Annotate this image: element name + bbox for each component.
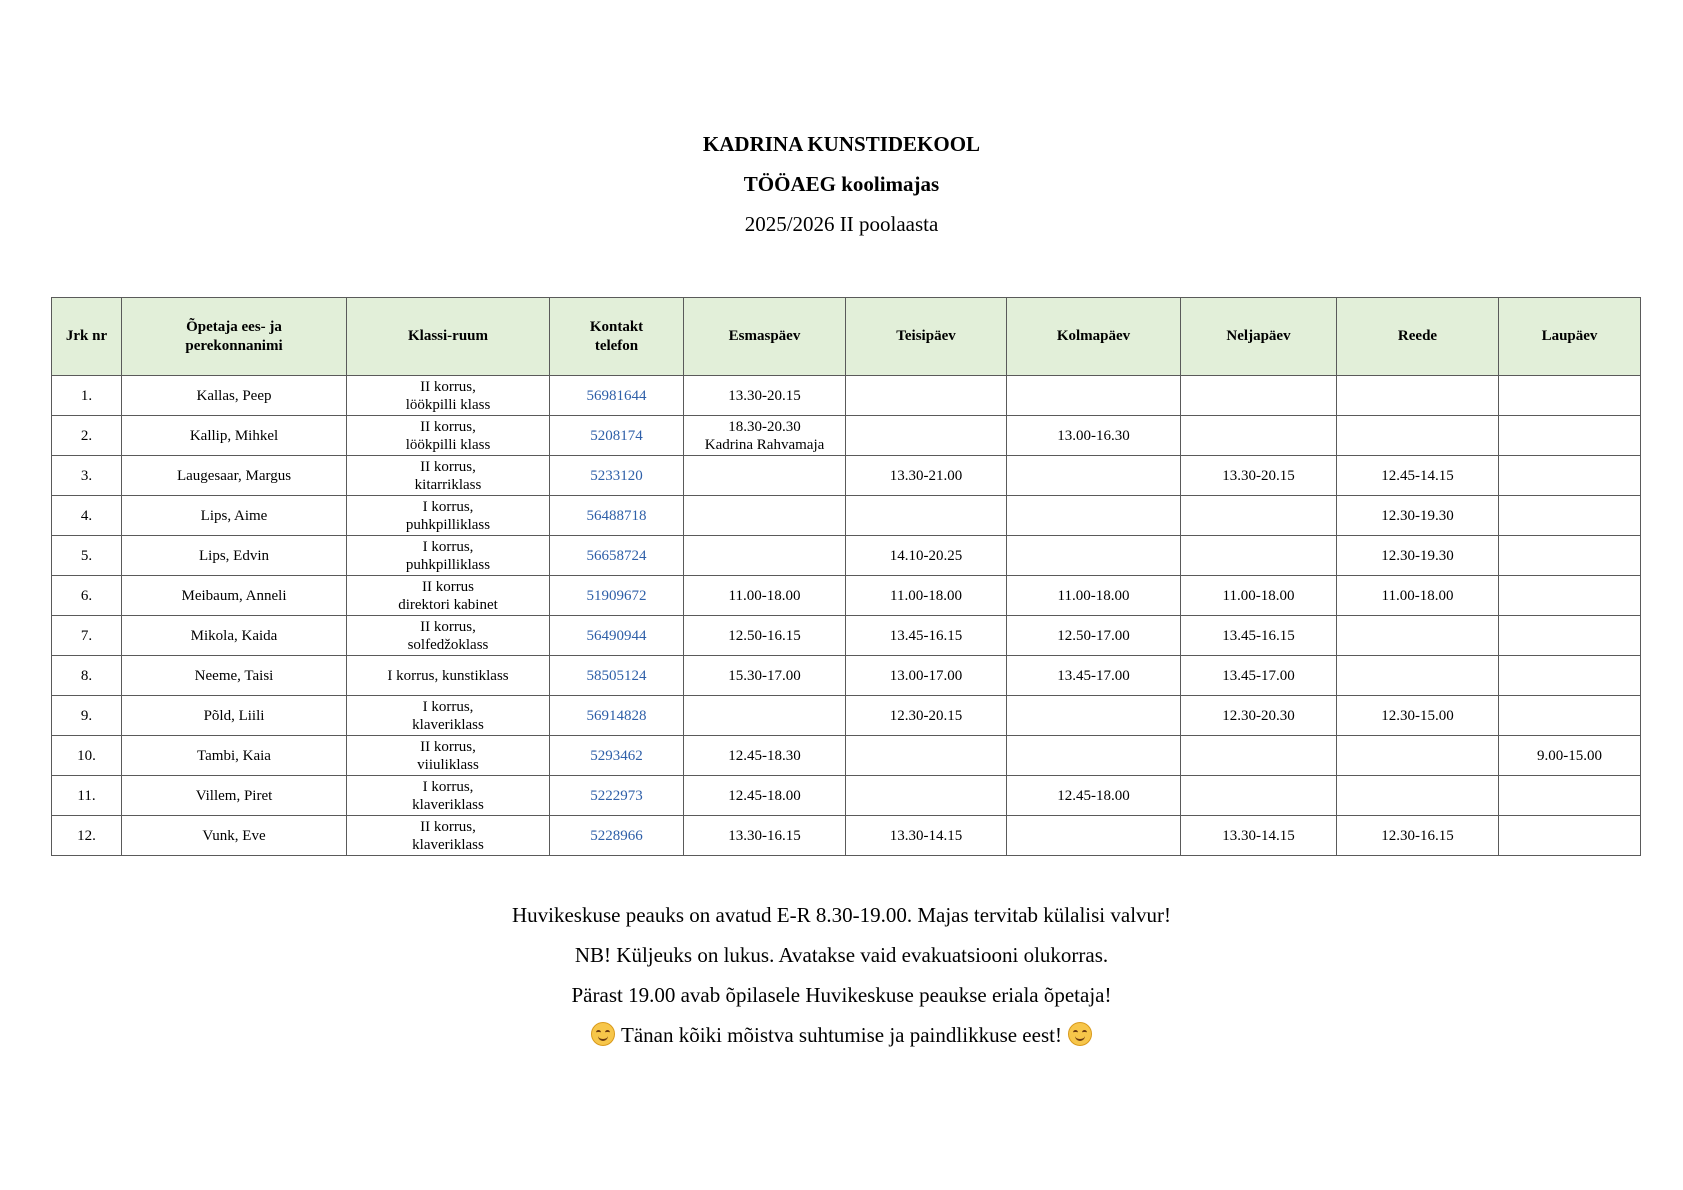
thursday-hours: 13.45-17.00 bbox=[1181, 656, 1337, 696]
thursday-hours: 13.30-20.15 bbox=[1181, 456, 1337, 496]
classroom bbox=[347, 496, 550, 536]
thursday-hours bbox=[1181, 416, 1337, 456]
wednesday-hours: 13.45-17.00 bbox=[1007, 656, 1181, 696]
teacher-name: Meibaum, Anneli bbox=[122, 576, 347, 616]
column-header: Esmaspäev bbox=[684, 298, 846, 376]
monday-hours bbox=[684, 696, 846, 736]
saturday-hours bbox=[1499, 456, 1641, 496]
thursday-hours bbox=[1181, 376, 1337, 416]
schedule-subtitle: TÖÖAEG koolimajas bbox=[743, 172, 940, 196]
saturday-hours bbox=[1499, 656, 1641, 696]
saturday-hours: 9.00-15.00 bbox=[1499, 736, 1641, 776]
saturday-hours bbox=[1499, 576, 1641, 616]
row-number: 1. bbox=[52, 376, 122, 416]
monday-hours bbox=[684, 416, 846, 456]
row-number: 3. bbox=[52, 456, 122, 496]
column-header bbox=[122, 298, 347, 376]
document-header bbox=[0, 124, 1683, 244]
tuesday-hours: 14.10-20.25 bbox=[846, 536, 1007, 576]
friday-hours: 12.30-19.30 bbox=[1337, 496, 1499, 536]
wednesday-hours bbox=[1007, 816, 1181, 856]
classroom bbox=[347, 736, 550, 776]
row-number: 6. bbox=[52, 576, 122, 616]
monday-hours bbox=[684, 616, 846, 656]
teacher-name: Neeme, Taisi bbox=[122, 656, 347, 696]
friday-hours bbox=[1337, 656, 1499, 696]
smiling-face-icon bbox=[591, 1022, 615, 1046]
monday-time: 12.50-16.15 bbox=[728, 627, 801, 644]
school-title: KADRINA KUNSTIDEKOOL bbox=[702, 132, 981, 156]
thursday-hours bbox=[1181, 736, 1337, 776]
column-header: Laupäev bbox=[1499, 298, 1641, 376]
friday-hours bbox=[1337, 376, 1499, 416]
table-row bbox=[52, 656, 1641, 696]
saturday-hours bbox=[1499, 696, 1641, 736]
table-row bbox=[52, 456, 1641, 496]
contact-phone: 5222973 bbox=[550, 776, 684, 816]
contact-phone: 56981644 bbox=[550, 376, 684, 416]
contact-phone: 51909672 bbox=[550, 576, 684, 616]
monday-time: 12.45-18.00 bbox=[728, 787, 801, 804]
wednesday-hours: 13.00-16.30 bbox=[1007, 416, 1181, 456]
smiling-face-icon bbox=[1068, 1022, 1092, 1046]
teacher-name: Lips, Edvin bbox=[122, 536, 347, 576]
note-main-door: Huvikeskuse peauks on avatud E-R 8.30-19.00. Majas tervitab külalisi valvur! bbox=[511, 903, 1172, 927]
table-row bbox=[52, 736, 1641, 776]
contact-phone: 5208174 bbox=[550, 416, 684, 456]
monday-hours bbox=[684, 776, 846, 816]
monday-hours bbox=[684, 736, 846, 776]
note-after-hours: Pärast 19.00 avab õpilasele Huvikeskuse peaukse eriala õpetaja! bbox=[571, 983, 1112, 1007]
classroom bbox=[347, 816, 550, 856]
monday-time: 18.30-20.30 bbox=[728, 418, 801, 435]
classroom bbox=[347, 536, 550, 576]
monday-hours bbox=[684, 576, 846, 616]
note-thanks: Tänan kõiki mõistva suhtumise ja paindlikkuse eest! bbox=[621, 1023, 1062, 1047]
classroom bbox=[347, 656, 550, 696]
table-row bbox=[52, 496, 1641, 536]
saturday-hours bbox=[1499, 776, 1641, 816]
column-header: Kolmapäev bbox=[1007, 298, 1181, 376]
monday-hours bbox=[684, 496, 846, 536]
saturday-hours bbox=[1499, 816, 1641, 856]
classroom-name: klaveriklass bbox=[412, 796, 484, 813]
monday-time: 12.45-18.30 bbox=[728, 747, 801, 764]
teacher-name: Kallip, Mihkel bbox=[122, 416, 347, 456]
monday-hours bbox=[684, 816, 846, 856]
monday-hours bbox=[684, 536, 846, 576]
classroom-name: direktori kabinet bbox=[398, 596, 498, 613]
table-row bbox=[52, 536, 1641, 576]
column-header bbox=[550, 298, 684, 376]
contact-phone: 56914828 bbox=[550, 696, 684, 736]
table-row bbox=[52, 416, 1641, 456]
classroom-floor: I korrus, kunstiklass bbox=[387, 667, 509, 684]
teacher-name: Tambi, Kaia bbox=[122, 736, 347, 776]
classroom-name: kitarriklass bbox=[414, 476, 482, 493]
classroom-name: solfedžoklass bbox=[407, 636, 489, 653]
classroom-name: klaveriklass bbox=[412, 716, 484, 733]
wednesday-hours bbox=[1007, 536, 1181, 576]
classroom-floor: II korrus, bbox=[420, 738, 476, 755]
classroom-floor: I korrus, bbox=[422, 538, 474, 555]
classroom-floor: II korrus, bbox=[420, 458, 476, 475]
classroom-floor: I korrus, bbox=[422, 778, 474, 795]
friday-hours bbox=[1337, 416, 1499, 456]
classroom bbox=[347, 576, 550, 616]
wednesday-hours: 12.45-18.00 bbox=[1007, 776, 1181, 816]
thursday-hours: 12.30-20.30 bbox=[1181, 696, 1337, 736]
work-schedule-table bbox=[51, 297, 1641, 856]
row-number: 4. bbox=[52, 496, 122, 536]
wednesday-hours: 11.00-18.00 bbox=[1007, 576, 1181, 616]
column-header-text: Kontakt telefon bbox=[589, 318, 644, 354]
wednesday-hours bbox=[1007, 456, 1181, 496]
monday-time: 15.30-17.00 bbox=[728, 667, 801, 684]
wednesday-hours bbox=[1007, 696, 1181, 736]
column-header: Klassi-ruum bbox=[347, 298, 550, 376]
teacher-name: Kallas, Peep bbox=[122, 376, 347, 416]
row-number: 7. bbox=[52, 616, 122, 656]
teacher-name: Vunk, Eve bbox=[122, 816, 347, 856]
tuesday-hours bbox=[846, 496, 1007, 536]
classroom bbox=[347, 376, 550, 416]
thursday-hours bbox=[1181, 496, 1337, 536]
friday-hours: 12.30-16.15 bbox=[1337, 816, 1499, 856]
column-header-text: Õpetaja ees- ja perekonnanimi bbox=[185, 318, 283, 354]
classroom bbox=[347, 456, 550, 496]
classroom bbox=[347, 696, 550, 736]
monday-hours bbox=[684, 656, 846, 696]
classroom-name: löökpilli klass bbox=[405, 396, 491, 413]
contact-phone: 5228966 bbox=[550, 816, 684, 856]
friday-hours bbox=[1337, 776, 1499, 816]
row-number: 10. bbox=[52, 736, 122, 776]
teacher-name: Lips, Aime bbox=[122, 496, 347, 536]
contact-phone: 56658724 bbox=[550, 536, 684, 576]
friday-hours: 11.00-18.00 bbox=[1337, 576, 1499, 616]
classroom-name: klaveriklass bbox=[412, 836, 484, 853]
teacher-name: Villem, Piret bbox=[122, 776, 347, 816]
tuesday-hours bbox=[846, 776, 1007, 816]
tuesday-hours: 13.45-16.15 bbox=[846, 616, 1007, 656]
table-row bbox=[52, 816, 1641, 856]
classroom bbox=[347, 776, 550, 816]
monday-time: 13.30-16.15 bbox=[728, 827, 801, 844]
saturday-hours bbox=[1499, 616, 1641, 656]
monday-hours bbox=[684, 376, 846, 416]
classroom-floor: II korrus, bbox=[420, 418, 476, 435]
column-header: Neljapäev bbox=[1181, 298, 1337, 376]
row-number: 11. bbox=[52, 776, 122, 816]
tuesday-hours: 13.30-14.15 bbox=[846, 816, 1007, 856]
saturday-hours bbox=[1499, 496, 1641, 536]
thursday-hours: 13.30-14.15 bbox=[1181, 816, 1337, 856]
classroom-floor: II korrus, bbox=[420, 618, 476, 635]
contact-phone: 5233120 bbox=[550, 456, 684, 496]
tuesday-hours bbox=[846, 376, 1007, 416]
period-label: 2025/2026 II poolaasta bbox=[744, 212, 939, 236]
table-row bbox=[52, 376, 1641, 416]
monday-time: 13.30-20.15 bbox=[728, 387, 801, 404]
notes-block bbox=[0, 895, 1683, 1055]
thursday-hours: 11.00-18.00 bbox=[1181, 576, 1337, 616]
table-header-row bbox=[52, 298, 1641, 376]
row-number: 8. bbox=[52, 656, 122, 696]
saturday-hours bbox=[1499, 376, 1641, 416]
column-header: Reede bbox=[1337, 298, 1499, 376]
classroom-floor: I korrus, bbox=[422, 498, 474, 515]
teacher-name: Põld, Liili bbox=[122, 696, 347, 736]
row-number: 9. bbox=[52, 696, 122, 736]
tuesday-hours: 13.00-17.00 bbox=[846, 656, 1007, 696]
classroom bbox=[347, 416, 550, 456]
wednesday-hours: 12.50-17.00 bbox=[1007, 616, 1181, 656]
table-row bbox=[52, 576, 1641, 616]
column-header: Jrk nr bbox=[52, 298, 122, 376]
monday-location: Kadrina Rahvamaja bbox=[704, 436, 825, 453]
classroom-name: puhkpilliklass bbox=[405, 556, 491, 573]
tuesday-hours: 11.00-18.00 bbox=[846, 576, 1007, 616]
thursday-hours: 13.45-16.15 bbox=[1181, 616, 1337, 656]
classroom-floor: I korrus, bbox=[422, 698, 474, 715]
tuesday-hours bbox=[846, 416, 1007, 456]
saturday-hours bbox=[1499, 416, 1641, 456]
classroom bbox=[347, 616, 550, 656]
contact-phone: 58505124 bbox=[550, 656, 684, 696]
classroom-name: puhkpilliklass bbox=[405, 516, 491, 533]
classroom-floor: II korrus, bbox=[420, 818, 476, 835]
teacher-name: Mikola, Kaida bbox=[122, 616, 347, 656]
wednesday-hours bbox=[1007, 376, 1181, 416]
wednesday-hours bbox=[1007, 736, 1181, 776]
table-row bbox=[52, 776, 1641, 816]
row-number: 5. bbox=[52, 536, 122, 576]
wednesday-hours bbox=[1007, 496, 1181, 536]
table-row bbox=[52, 696, 1641, 736]
monday-time: 11.00-18.00 bbox=[728, 587, 801, 604]
classroom-name: löökpilli klass bbox=[405, 436, 491, 453]
row-number: 12. bbox=[52, 816, 122, 856]
friday-hours: 12.45-14.15 bbox=[1337, 456, 1499, 496]
tuesday-hours bbox=[846, 736, 1007, 776]
friday-hours: 12.30-19.30 bbox=[1337, 536, 1499, 576]
contact-phone: 56488718 bbox=[550, 496, 684, 536]
tuesday-hours: 13.30-21.00 bbox=[846, 456, 1007, 496]
teacher-name: Laugesaar, Margus bbox=[122, 456, 347, 496]
classroom-name: viiuliklass bbox=[417, 756, 479, 773]
thursday-hours bbox=[1181, 536, 1337, 576]
classroom-floor: II korrus, bbox=[420, 378, 476, 395]
note-thanks-line bbox=[0, 1015, 1683, 1055]
row-number: 2. bbox=[52, 416, 122, 456]
contact-phone: 56490944 bbox=[550, 616, 684, 656]
friday-hours: 12.30-15.00 bbox=[1337, 696, 1499, 736]
friday-hours bbox=[1337, 736, 1499, 776]
note-side-door: NB! Küljeuks on lukus. Avatakse vaid evakuatsiooni olukorras. bbox=[574, 943, 1109, 967]
monday-hours bbox=[684, 456, 846, 496]
saturday-hours bbox=[1499, 536, 1641, 576]
tuesday-hours: 12.30-20.15 bbox=[846, 696, 1007, 736]
column-header: Teisipäev bbox=[846, 298, 1007, 376]
contact-phone: 5293462 bbox=[550, 736, 684, 776]
table-row bbox=[52, 616, 1641, 656]
friday-hours bbox=[1337, 616, 1499, 656]
thursday-hours bbox=[1181, 776, 1337, 816]
classroom-floor: II korrus bbox=[421, 578, 475, 595]
